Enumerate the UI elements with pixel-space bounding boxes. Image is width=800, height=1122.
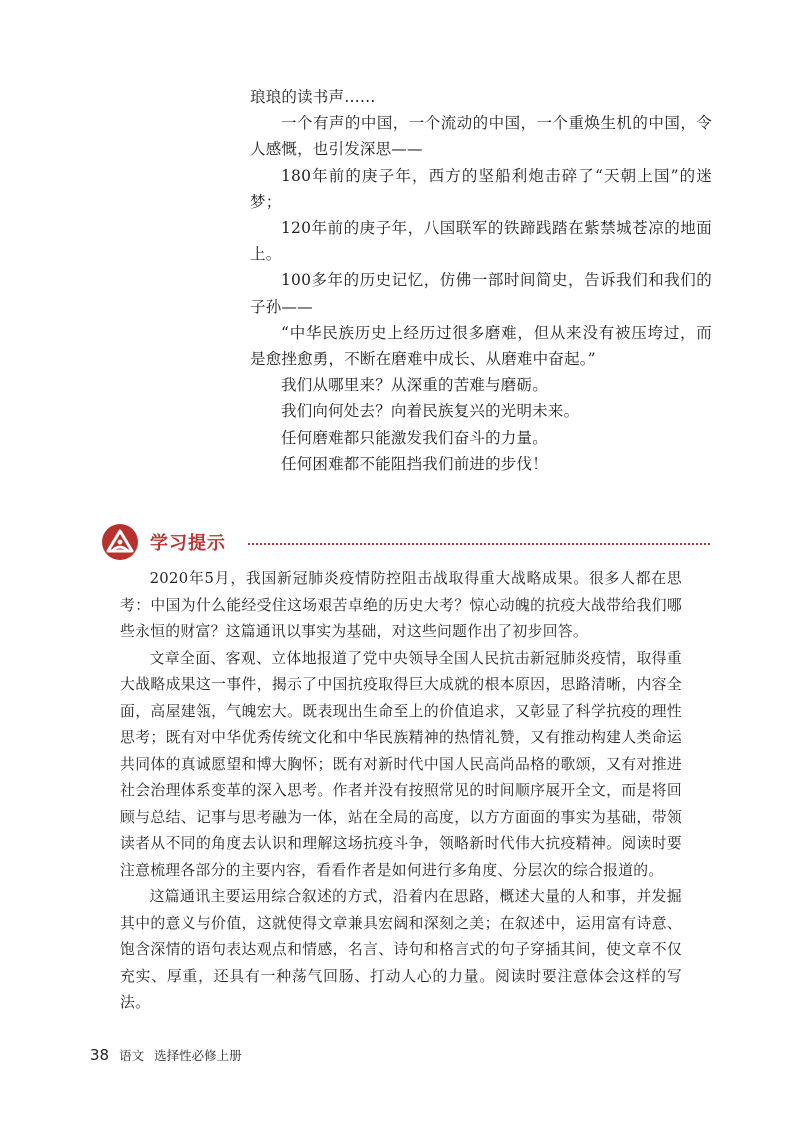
tips-paragraph: 这篇通讯主要运用综合叙述的方式，沿着内在思路，概述大量的人和事，并发掘其中的意义与价值，这就使得文章兼具宏阔和深刻之美；在叙述中，运用富有诗意、饱含深情的语句表达观点和情感，名言、诗句和格言式的句子穿插其间，使文章不仅充实、厚重，还具有一种荡气回肠、打动人心的力量。阅读时要注意体会这样的写法。 [120, 888, 682, 1011]
poem-line: 任何困难都不能阻挡我们前进的步伐！ [281, 454, 548, 473]
poem-line: 120年前的庚子年，八国联军的铁蹄践踏在紫禁城苍凉的地面上。 [250, 219, 712, 264]
tips-paragraph: 2020年5月，我国新冠肺炎疫情防控阻击战取得重大战略成果。很多人都在思考：中国为什么能经受住这场艰苦卓绝的历史大考？惊心动魄的抗疫大战带给我们哪些永恒的财富？这篇通讯以事实为基础，对这些问题作出了初步回答。 [120, 570, 682, 640]
poem-line: 一个有声的中国，一个流动的中国，一个重焕生机的中国，令人感慨，也引发深思—— [250, 114, 712, 159]
poem-line: 100多年的历史记忆，仿佛一部时间简史，告诉我们和我们的子孙—— [250, 271, 712, 316]
poem-line: 180年前的庚子年，西方的坚船利炮击碎了“天朝上国”的迷梦； [250, 166, 712, 211]
poem-line: 我们从哪里来？从深重的苦难与磨砺。 [281, 376, 548, 395]
dotted-divider [248, 543, 710, 545]
page-footer [90, 1046, 242, 1064]
poem-line: “中华民族历史上经历过很多磨难，但从来没有被压垮过，而是愈挫愈勇，不断在磨难中成长、从磨难中奋起。” [250, 323, 712, 369]
learning-tips-title: 学习提示 [150, 533, 226, 554]
tips-paragraph: 文章全面、客观、立体地报道了党中央领导全国人民抗击新冠肺炎疫情，取得重大战略成果这一事件，揭示了中国抗疫取得巨大成就的根本原因，思路清晰，内容全面，高屋建瓴，气魄宏大。既表现出生命至上的价值追求，又彰显了科学抗疫的理性思考；既有对中华优秀传统文化和中华民族精神的热情礼赞，又有推动构建人类命运共同体的真诚愿望和博大胸怀；既有对新时代中国人民高尚品格的歌颂，又有对推进社会治理体系变革的深入思考。作者并没有按照常见的时间顺序展开全文，而是将回顾与总结、记事与思考融为一体，站在全局的高度，以方方面面的事实为基础，带领读者从不同的角度去认识和理解这场抗疫斗争，领略新时代伟大抗疫精神。阅读时要注意梳理各部分的主要内容，看看作者是如何进行多角度、分层次的综合报道的。 [120, 649, 682, 879]
learning-tips-body [120, 566, 682, 1017]
footer-subject: 语文 [119, 1048, 145, 1063]
poem-excerpt [250, 84, 712, 477]
poem-line: 琅琅的读书声…… [250, 88, 376, 106]
page-number: 38 [90, 1046, 110, 1064]
poem-line: 我们向何处去？向着民族复兴的光明未来。 [281, 402, 580, 421]
footer-book-title: 选择性必修上册 [154, 1048, 242, 1063]
poem-line: 任何磨难都只能激发我们奋斗的力量。 [281, 428, 548, 447]
learning-tips-header [100, 522, 710, 562]
learning-tips-logo-icon [100, 522, 140, 562]
